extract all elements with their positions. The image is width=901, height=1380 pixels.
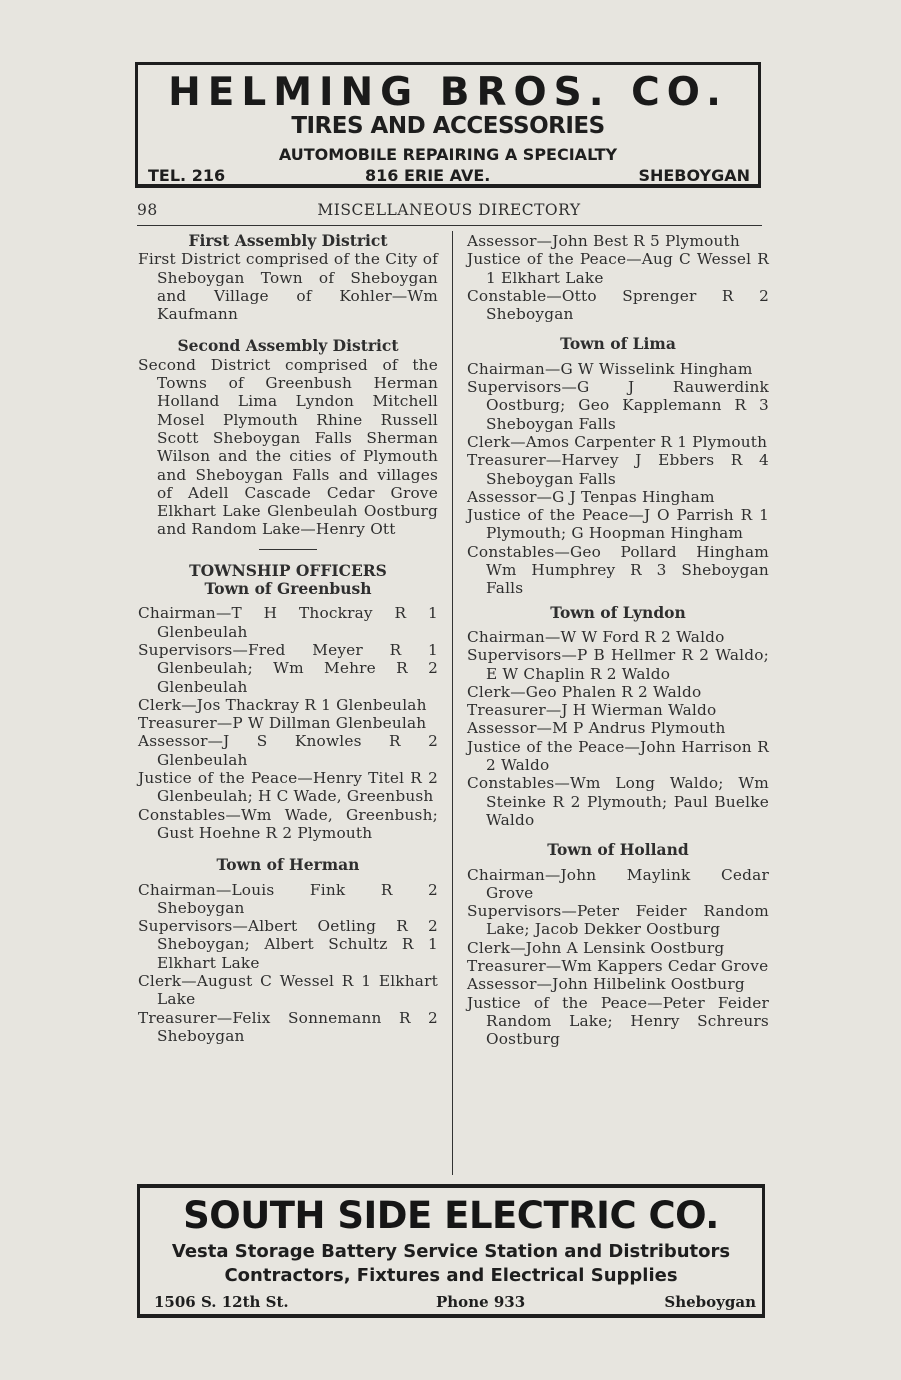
entry: Justice of the Peace—Peter Feider Random Lake; Henry Schreurs Oostburg xyxy=(467,993,769,1049)
ad-services: Vesta Storage Battery Service Station and Distributors xyxy=(171,1241,731,1262)
entry: Clerk—Amos Carpenter R 1 Plymouth xyxy=(467,432,768,451)
ad-city: Sheboygan xyxy=(664,1293,756,1311)
section-heading: Second Assembly District xyxy=(177,336,399,356)
ad-tagline: TIRES AND ACCESSORIES xyxy=(291,113,605,139)
entry: Justice of the Peace—J O Parrish R 1 Plymouth; G Hoopman Hingham xyxy=(467,506,769,543)
town-heading: Town of Lima xyxy=(560,334,676,354)
entry: Supervisors—Peter Feider Random Lake; Jacob Dekker Oostburg xyxy=(467,902,769,939)
town-heading: Town of Lyndon xyxy=(550,602,686,622)
town-heading: Town of Greenbush xyxy=(204,579,372,599)
entry: Chairman—G W Wisselink Hingham xyxy=(467,359,753,378)
entry: Clerk—August C Wessel R 1 Elkhart Lake xyxy=(138,971,438,1009)
entry: Supervisors—Albert Oetling R 2 Sheboygan; Albert Schultz R 1 Elkhart Lake xyxy=(138,917,438,972)
ad-address: 1506 S. 12th St. xyxy=(154,1293,289,1311)
page-title: MISCELLANEOUS DIRECTORY xyxy=(317,201,581,219)
entry: Assessor—M P Andrus Plymouth xyxy=(467,719,726,738)
entry: Treasurer—Felix Sonnemann R 2 Sheboygan xyxy=(138,1008,438,1045)
entry: Supervisors—P B Hellmer R 2 Waldo; E W Chaplin R 2 Waldo xyxy=(467,646,769,683)
entry: Constables—Geo Pollard Hingham Wm Humphrey R 3 Sheboygan Falls xyxy=(467,542,769,598)
entry: Chairman—T H Thockray R 1 Glenbeulah xyxy=(138,604,438,641)
running-header xyxy=(137,201,761,223)
entry: Constables—Wm Long Waldo; Wm Steinke R 2 Plymouth; Paul Buelke Waldo xyxy=(467,774,769,829)
ad-services-secondary: Contractors, Fixtures and Electrical Supplies xyxy=(224,1265,678,1286)
section-heading: TOWNSHIP OFFICERS xyxy=(189,560,387,580)
entry: Clerk—Jos Thackray R 1 Glenbeulah xyxy=(138,695,427,714)
entry: Assessor—J S Knowles R 2 Glenbeulah xyxy=(138,732,438,769)
entry: Treasurer—J H Wierman Waldo xyxy=(467,701,717,720)
entry: Supervisors—Fred Meyer R 1 Glenbeulah; Wm Mehre R 2 Glenbeulah xyxy=(138,640,438,696)
entry: Chairman—W W Ford R 2 Waldo xyxy=(467,627,725,646)
ad-specialty: AUTOMOBILE REPAIRING A SPECIALTY xyxy=(278,145,618,164)
entry: Supervisors—G J Rauwerdink Oostburg; Geo Kapplemann R 3 Sheboygan Falls xyxy=(467,378,769,433)
entry: Assessor—John Best R 5 Plymouth xyxy=(467,232,740,250)
left-column xyxy=(138,232,438,1045)
town-heading: Town of Herman xyxy=(216,855,360,875)
entry: Clerk—Geo Phalen R 2 Waldo xyxy=(467,682,702,701)
right-column xyxy=(467,232,769,1048)
entry: Treasurer—Harvey J Ebbers R 4 Sheboygan Falls xyxy=(467,451,769,488)
town-heading: Town of Holland xyxy=(547,840,689,860)
entry: Justice of the Peace—Aug C Wessel R 1 Elkhart Lake xyxy=(467,250,769,287)
entry: Chairman—Louis Fink R 2 Sheboygan xyxy=(138,880,438,917)
ad-phone: Phone 933 xyxy=(436,1293,526,1311)
entry: Constable—Otto Sprenger R 2 Sheboygan xyxy=(467,286,769,324)
header-rule xyxy=(137,225,762,226)
entry: Treasurer—Wm Kappers Cedar Grove xyxy=(467,956,769,975)
entry: Treasurer—P W Dillman Glenbeulah xyxy=(138,714,427,733)
entry: Second District comprised of the Towns of Greenbush Herman Holland Lima Lyndon Mitchell Mosel Plymouth Rhine Russell Scott Sheboygan Falls Sherman Wilson and the cities of Plymouth and Sheboygan Falls and villages of Adell Cascade Cedar Grove Elkhart Lake Glenbeulah Oostburg and Random Lake—Henry Ott xyxy=(138,355,438,539)
ad-telephone: TEL. 216 xyxy=(148,166,226,185)
entry: First District comprised of the City of Sheboygan Town of Sheboygan and Village of Kohler—Wm Kaufmann xyxy=(138,250,438,324)
ad-company-name: HELMING BROS. CO. xyxy=(168,70,728,115)
section-separator xyxy=(259,549,317,550)
helming-bros-advertisement xyxy=(135,62,761,188)
ad-address: 816 ERIE AVE. xyxy=(365,166,491,185)
ad-city: SHEBOYGAN xyxy=(638,166,750,185)
entry: Justice of the Peace—Henry Titel R 2 Glenbeulah; H C Wade, Greenbush xyxy=(138,769,438,806)
entry: Assessor—G J Tenpas Hingham xyxy=(467,487,715,506)
column-divider xyxy=(452,231,453,1175)
ad-company-name: SOUTH SIDE ELECTRIC CO. xyxy=(183,1194,719,1237)
entry: Assessor—John Hilbelink Oostburg xyxy=(467,975,745,994)
entry: Constables—Wm Wade, Greenbush; Gust Hoehne R 2 Plymouth xyxy=(138,805,438,842)
entry: Justice of the Peace—John Harrison R 2 Waldo xyxy=(467,737,769,775)
section-heading: First Assembly District xyxy=(188,231,388,250)
entry: Chairman—John Maylink Cedar Grove xyxy=(467,865,769,902)
page-number: 98 xyxy=(137,201,158,219)
entry: Clerk—John A Lensink Oostburg xyxy=(467,938,725,957)
south-side-electric-advertisement xyxy=(137,1184,765,1318)
